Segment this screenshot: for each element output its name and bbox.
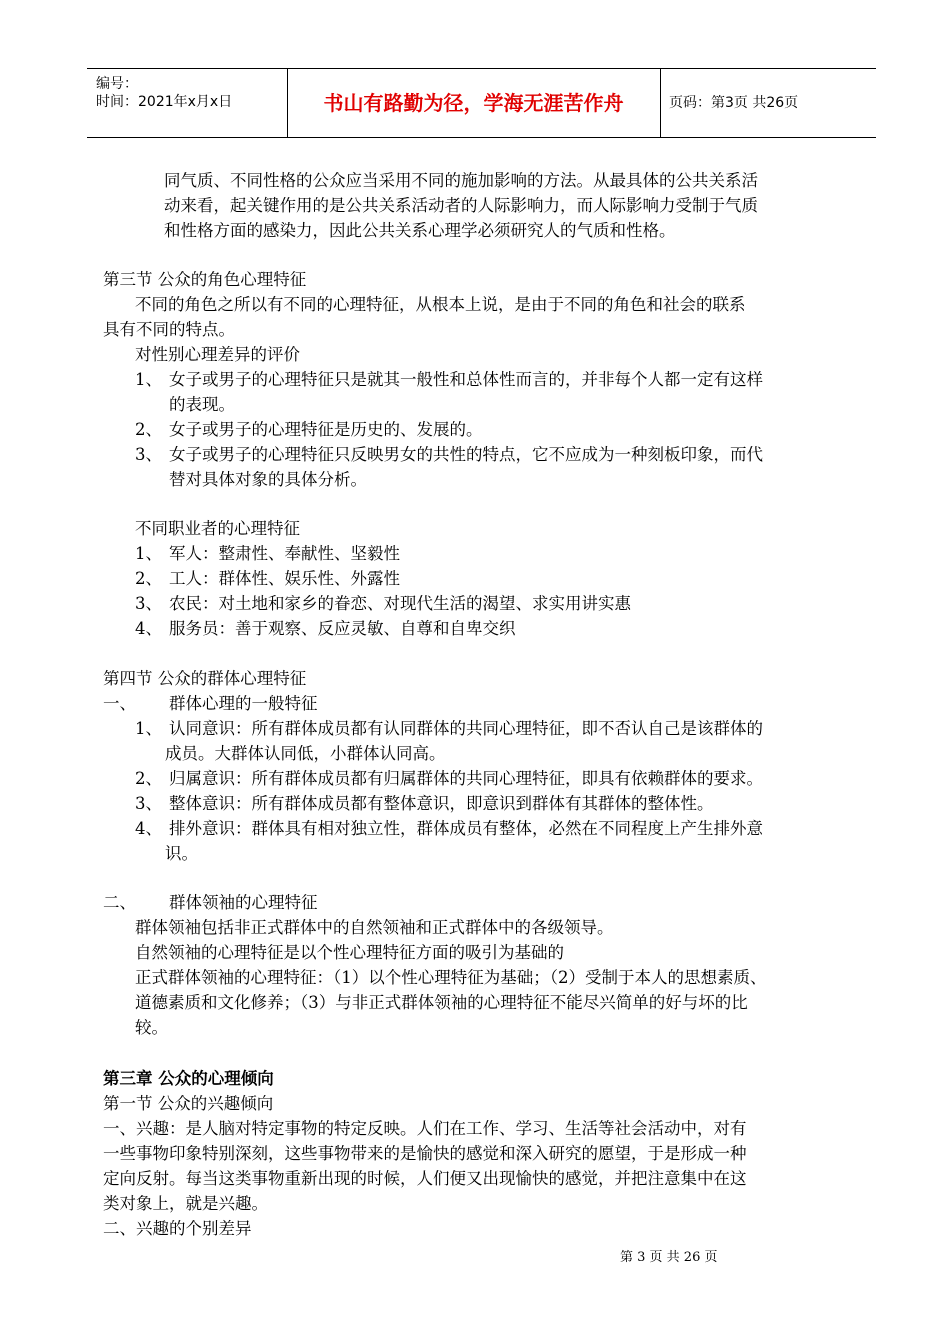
list-item: 2、 工人：群体性、娱乐性、外露性	[135, 569, 400, 588]
text-line: 具有不同的特点。	[103, 320, 235, 339]
header-meta-cell	[87, 69, 288, 137]
list-item: 1、 女子或男子的心理特征只是就其一般性和总体性而言的，并非每个人都一定有这样	[135, 370, 763, 389]
section-title: 第三节 公众的角色心理特征	[103, 270, 307, 289]
page-footer: 第 3 页 共 26 页	[620, 1250, 718, 1265]
text-line: 不同的角色之所以有不同的心理特征，从根本上说，是由于不同的角色和社会的联系	[135, 295, 746, 314]
text-line: 定向反射。每当这类事物重新出现的时候，人们便又出现愉快的感觉，并把注意集中在这	[103, 1169, 747, 1188]
list-item-continuation: 替对具体对象的具体分析。	[169, 470, 367, 489]
list-item-continuation: 成员。大群体认同低，小群体认同高。	[165, 744, 446, 763]
list-item: 1、 军人：整肃性、奉献性、坚毅性	[135, 544, 400, 563]
list-item: 3、 女子或男子的心理特征只反映男女的共性的特点，它不应成为一种刻板印象，而代	[135, 445, 763, 464]
text-line: 一些事物印象特别深刻，这些事物带来的是愉快的感觉和深入研究的愿望，于是形成一种	[103, 1144, 747, 1163]
list-item-continuation: 的表现。	[169, 395, 235, 414]
list-item: 3、 农民：对土地和家乡的眷恋、对现代生活的渴望、求实用讲实惠	[135, 594, 631, 613]
page-header	[87, 68, 876, 138]
list-item: 2、 女子或男子的心理特征是历史的、发展的。	[135, 420, 483, 439]
header-motto: 书山有路勤为径，学海无涯苦作舟	[287, 69, 661, 137]
text-line: 自然领袖的心理特征是以个性心理特征方面的吸引为基础的	[135, 943, 564, 962]
text-line: 较。	[135, 1018, 168, 1037]
section-title: 第一节 公众的兴趣倾向	[103, 1094, 274, 1113]
text-line: 二、兴趣的个别差异	[103, 1219, 252, 1238]
subsection-title: 不同职业者的心理特征	[135, 519, 300, 538]
text-line: 群体领袖包括非正式群体中的自然领袖和正式群体中的各级领导。	[135, 918, 614, 937]
heading-item: 二、 群体领袖的心理特征	[103, 893, 318, 912]
list-item: 4、 排外意识：群体具有相对独立性，群体成员有整体，必然在不同程度上产生排外意	[135, 819, 763, 838]
text-line: 动来看，起关键作用的是公共关系活动者的人际影响力，而人际影响力受制于气质	[164, 196, 758, 215]
text-line: 同气质、不同性格的公众应当采用不同的施加影响的方法。从最具体的公共关系活	[164, 171, 758, 190]
heading-item: 一、 群体心理的一般特征	[103, 694, 318, 713]
section-title: 第四节 公众的群体心理特征	[103, 669, 307, 688]
text-line: 类对象上，就是兴趣。	[103, 1194, 268, 1213]
text-line: 正式群体领袖的心理特征：（1）以个性心理特征为基础；（2）受制于本人的思想素质、	[135, 968, 767, 987]
list-item: 4、 服务员：善于观察、反应灵敏、自尊和自卑交织	[135, 619, 516, 638]
subsection-title: 对性别心理差异的评价	[135, 345, 300, 364]
text-line: 一、兴趣：是人脑对特定事物的特定反映。人们在工作、学习、生活等社会活动中，对有	[103, 1119, 747, 1138]
list-item: 3、 整体意识：所有群体成员都有整体意识，即意识到群体有其群体的整体性。	[135, 794, 714, 813]
header-time: 时间：2021年x月x日	[96, 94, 233, 110]
text-line: 和性格方面的感染力，因此公共关系心理学必须研究人的气质和性格。	[164, 221, 676, 240]
text-line: 道德素质和文化修养；（3）与非正式群体领袖的心理特征不能尽兴简单的好与坏的比	[135, 993, 748, 1012]
list-item: 2、 归属意识：所有群体成员都有归属群体的共同心理特征，即具有依赖群体的要求。	[135, 769, 763, 788]
list-item-continuation: 识。	[165, 844, 198, 863]
header-page-info: 页码：第3页 共26页	[669, 95, 799, 111]
header-number: 编号：	[96, 76, 138, 92]
chapter-title: 第三章 公众的心理倾向	[103, 1069, 274, 1088]
list-item: 1、 认同意识：所有群体成员都有认同群体的共同心理特征，即不否认自己是该群体的	[135, 719, 763, 738]
